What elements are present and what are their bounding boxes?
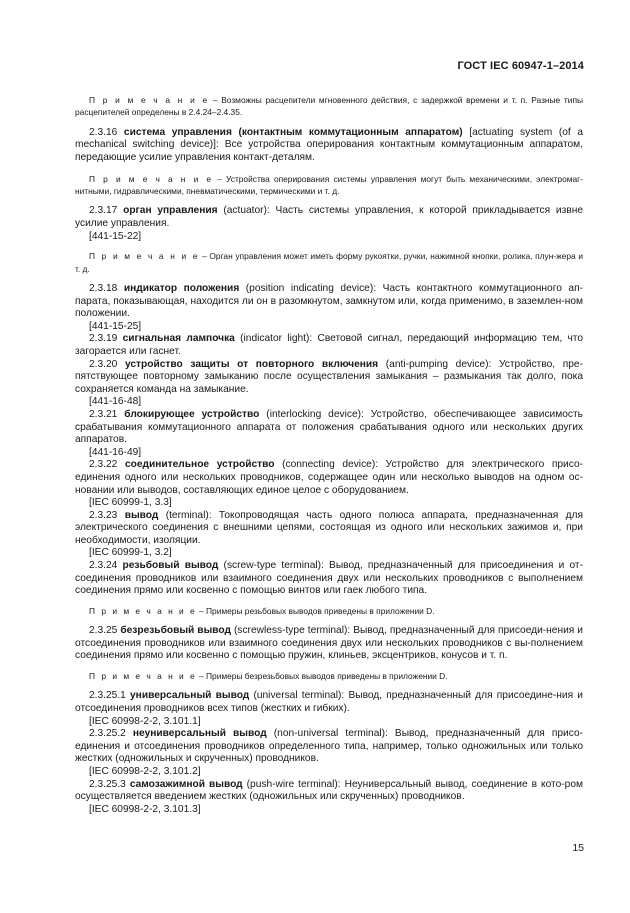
term-definition: (non-universal terminal): Вывод, предназначенный для присо-единения и отсоединения проводников определенного типа, например, только одножильных или только жестких (одножильных и скрученных) проводников. (75, 728, 583, 765)
term-definition: (terminal): Токопроводящая часть одного полюса аппарата, предназначенная для электрического соединения с внешними цепями, состоящая из одного или нескольких зажимов и, при необходимости, изоляции. (75, 509, 583, 546)
term-title: сигнальная лампочка (122, 333, 235, 345)
term-reference: [441-15-25] (89, 320, 142, 332)
term-definition: (screwless-type terminal): Вывод, предназначенный для присоеди-нения и отсоединения проводников или взаимного соединения двух или нескольких проводников с вы-полнением соединения прямо или косвенно с помощью пружин, клиньев, эксцентриков, конусов и т. п. (75, 625, 583, 662)
term-definition: (anti-pumping device): Устройство, пре-пятствующее повторному замыканию после осуществления замыкания – размыкания так долго, пока сохраняется команда на замыкание. (75, 358, 583, 395)
term-title: устройство защиты от повторного включения (124, 358, 379, 370)
term-2-3-19 (75, 333, 583, 358)
term-2-3-16 (75, 127, 583, 165)
term-number: 2.3.17 (89, 205, 124, 217)
note-text: – Орган управления может иметь форму рукоятки, ручки, нажимной кнопки, ролика, плун-жера и т. д. (75, 251, 583, 274)
note-screw-terminals (75, 605, 583, 617)
document-code-header: ГОСТ IEC 60947-1–2014 (457, 60, 584, 72)
term-number: 2.3.25 (89, 625, 121, 637)
term-definition: (push-wire terminal): Неуниверсальный вывод, соединение в кото-ром осуществляется введением жестких (одножильных или скрученных) проводников. (75, 778, 583, 803)
term-title: индикатор положения (123, 283, 240, 294)
term-number: 2.3.16 (89, 126, 124, 138)
note-screwless-terminals (75, 670, 583, 682)
document-body (75, 94, 583, 816)
note-releases (75, 94, 583, 119)
term-2-3-25 (75, 625, 583, 663)
term-reference: [IEC 60998-2-2, 3.101.2] (89, 766, 201, 777)
note-label: П р и м е ч а н и е (89, 605, 197, 616)
term-reference: [IEC 60998-2-2, 3.101.1] (89, 715, 201, 727)
term-title: блокирующее устройство (124, 408, 260, 420)
term-number: 2.3.25.3 (89, 778, 130, 790)
term-number: 2.3.23 (89, 509, 125, 521)
term-number: 2.3.25.2 (89, 728, 133, 740)
term-number: 2.3.24 (89, 560, 123, 572)
term-title: безрезьбовый вывод (120, 625, 231, 637)
term-title: неуниверсальный вывод (132, 728, 267, 740)
note-text: – Устройства оперирования системы управления могут быть механическими, электромаг-нитными, гидравлическими, пневматическими, термическими и т. д. (75, 173, 583, 196)
term-reference: [441-15-22] (89, 230, 142, 242)
term-2-3-24 (75, 560, 583, 598)
term-reference: [IEC 60998-2-2, 3.101.3] (89, 803, 201, 815)
note-label: П р и м е ч а н и е (89, 251, 200, 262)
term-2-3-21 (75, 409, 583, 447)
term-number: 2.3.22 (89, 459, 125, 471)
term-2-3-17 (75, 205, 583, 230)
term-definition: (position indicating device): Часть контактного коммутационного ап-парата, показывающая, находится ли он в разомкнутом, замкнутом или, когда применимо, в заземлен-ном положении. (75, 283, 583, 320)
term-2-3-25-1 (75, 690, 583, 715)
note-actuator (75, 250, 583, 275)
term-2-3-22 (75, 459, 583, 497)
term-2-3-18 (75, 283, 583, 321)
term-title: универсальный вывод (130, 690, 250, 702)
term-definition: (screw-type terminal): Вывод, предназначенный для присоединения и от-соединения проводников или взаимного соединения двух или нескольких проводников с выполнением соединения прямо или косвенно с помощью винтов или гаек любого типа. (75, 560, 583, 597)
note-text: – Примеры резьбовых выводов приведены в приложении D. (196, 605, 435, 616)
page-number: 15 (572, 842, 584, 854)
term-title: соединительное устройство (124, 459, 275, 471)
term-definition: (connecting device): Устройство для электрического присо-единения одного или нескольких проводников, содержащее один или несколько выводов на одном ос-новании или выводов, составляющих единое целое с оборудованием. (75, 459, 583, 496)
term-title: система управления (контактным коммутационным аппаратом) (123, 126, 463, 138)
term-number: 2.3.19 (89, 333, 123, 345)
note-label: П р и м е ч а н и е (89, 173, 214, 184)
note-actuating-system (75, 173, 583, 198)
term-title: самозажимной вывод (129, 778, 243, 790)
term-reference: [IEC 60999-1, 3.3] (89, 497, 172, 509)
term-reference: [441-16-49] (89, 446, 142, 458)
term-definition: [actuating system (of a mechanical switching device)]: Все устройства оперирования контактным коммутационным аппаратом, передающие усилие управления контакт-деталям. (75, 126, 584, 163)
term-reference: [IEC 60999-1, 3.2] (89, 547, 172, 559)
term-definition: (universal terminal): Вывод, предназначенный для присоедине-ния и отсоединения проводников всех типов (жестких и гибких). (75, 690, 583, 715)
term-number: 2.3.21 (89, 408, 125, 420)
term-2-3-20 (75, 359, 583, 397)
term-reference: [441-16-48] (89, 396, 142, 408)
term-2-3-25-2 (75, 728, 583, 766)
term-number: 2.3.18 (89, 283, 124, 294)
term-number: 2.3.20 (89, 358, 125, 370)
term-2-3-25-3 (75, 779, 583, 804)
term-definition: (interlocking device): Устройство, обеспечивающее зависимость срабатывания коммутационного аппарата от положения срабатывания одного или нескольких других аппаратов. (75, 408, 583, 446)
note-label: П р и м е ч а н и е (89, 671, 197, 682)
term-title: орган управления (123, 205, 218, 217)
term-definition: (indicator light): Световой сигнал, передающий информацию тем, что загорается или гаснет. (75, 333, 584, 357)
term-number: 2.3.25.1 (89, 690, 131, 702)
note-label: П р и м е ч а н и е (89, 95, 210, 105)
note-text: – Возможны расцепители мгновенного действия, с задержкой времени и т. п. Разные типы расцепителей определены в 2.4.24–2.4.35. (75, 95, 583, 118)
note-text: – Примеры безрезьбовых выводов приведены в приложении D. (196, 671, 448, 682)
term-title: вывод (124, 509, 159, 521)
term-2-3-23 (75, 510, 583, 548)
term-definition: (actuator): Часть системы управления, к которой прикладывается извне усилие управления. (75, 205, 583, 229)
term-title: резьбовый вывод (122, 560, 219, 572)
